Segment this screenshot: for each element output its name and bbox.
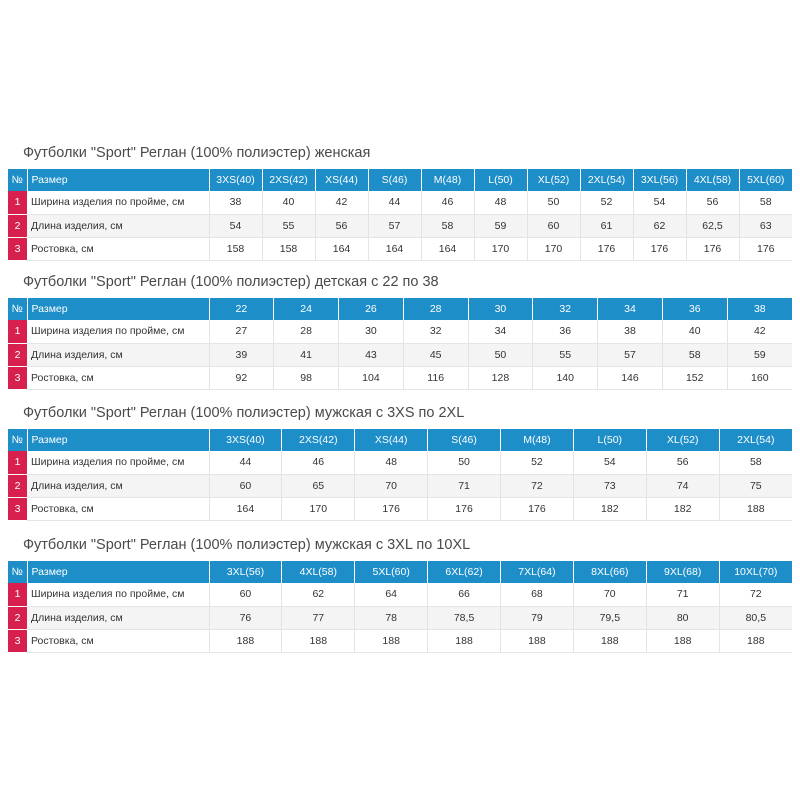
table-cell: 54 (209, 214, 262, 237)
column-header-size-value: 32 (533, 298, 598, 320)
column-header-size-value: 36 (662, 298, 727, 320)
table-cell: 158 (262, 237, 315, 260)
column-header-size: Размер (27, 429, 209, 451)
column-header-size-value: 3XS(40) (209, 429, 282, 451)
column-header-size-value: 34 (598, 298, 663, 320)
table-cell: 160 (727, 366, 792, 389)
table-cell: 79 (501, 606, 574, 629)
table-cell: 79,5 (573, 606, 646, 629)
row-label: Ростовка, см (27, 366, 209, 389)
table-cell: 176 (580, 237, 633, 260)
table-cell: 30 (339, 320, 404, 343)
table-cell: 65 (282, 474, 355, 497)
table-cell: 158 (209, 237, 262, 260)
table-cell: 116 (403, 366, 468, 389)
column-header-size-value: L(50) (474, 169, 527, 191)
table-row (8, 343, 792, 366)
column-header-size-value: XL(52) (527, 169, 580, 191)
size-table (8, 169, 792, 261)
table-cell: 80 (646, 606, 719, 629)
table-cell: 58 (421, 214, 474, 237)
size-table-men-3xl-10xl (8, 535, 792, 653)
row-number-badge: 1 (8, 583, 27, 606)
table-cell: 50 (527, 191, 580, 214)
table-cell: 68 (501, 583, 574, 606)
table-cell: 146 (598, 366, 663, 389)
table-row (8, 474, 792, 497)
table-cell: 54 (633, 191, 686, 214)
table-cell: 63 (739, 214, 792, 237)
table-cell: 42 (727, 320, 792, 343)
table-cell: 188 (501, 629, 574, 652)
row-number-badge: 1 (8, 320, 27, 343)
table-cell: 62,5 (686, 214, 739, 237)
table-cell: 188 (573, 629, 646, 652)
row-label: Длина изделия, см (27, 214, 209, 237)
column-header-size-value: 6XL(62) (428, 561, 501, 583)
table-cell: 52 (501, 451, 574, 474)
row-number-badge: 2 (8, 214, 27, 237)
table-row (8, 629, 792, 652)
table-cell: 54 (573, 451, 646, 474)
table-header-row (8, 561, 792, 583)
table-cell: 32 (403, 320, 468, 343)
column-header-size-value: M(48) (501, 429, 574, 451)
table-cell: 140 (533, 366, 598, 389)
column-header-size-value: XS(44) (355, 429, 428, 451)
table-cell: 60 (209, 474, 282, 497)
row-number-badge: 2 (8, 606, 27, 629)
table-cell: 40 (262, 191, 315, 214)
table-row (8, 606, 792, 629)
table-cell: 182 (573, 497, 646, 520)
table-cell: 170 (474, 237, 527, 260)
table-cell: 152 (662, 366, 727, 389)
table-cell: 80,5 (719, 606, 792, 629)
row-label: Ростовка, см (27, 629, 209, 652)
column-header-size-value: 3XL(56) (209, 561, 282, 583)
table-cell: 64 (355, 583, 428, 606)
column-header-number: № (8, 298, 27, 320)
column-header-size-value: 4XL(58) (686, 169, 739, 191)
table-cell: 44 (209, 451, 282, 474)
table-cell: 176 (428, 497, 501, 520)
column-header-size-value: L(50) (573, 429, 646, 451)
column-header-size-value: 9XL(68) (646, 561, 719, 583)
column-header-size-value: 5XL(60) (739, 169, 792, 191)
size-table (8, 429, 792, 521)
row-label: Длина изделия, см (27, 343, 209, 366)
table-cell: 176 (739, 237, 792, 260)
table-cell: 188 (428, 629, 501, 652)
table-row (8, 497, 792, 520)
table-cell: 48 (474, 191, 527, 214)
size-table-women (8, 143, 792, 261)
table-cell: 27 (209, 320, 274, 343)
column-header-size-value: 10XL(70) (719, 561, 792, 583)
size-table-men-3xs-2xl (8, 403, 792, 521)
column-header-size-value: 2XS(42) (262, 169, 315, 191)
column-header-number: № (8, 169, 27, 191)
table-cell: 176 (633, 237, 686, 260)
table-cell: 34 (468, 320, 533, 343)
table-title: Футболки "Sport" Реглан (100% полиэстер) мужская с 3XL по 10XL (23, 537, 471, 553)
table-cell: 57 (598, 343, 663, 366)
row-label: Ширина изделия по пройме, см (27, 191, 209, 214)
table-cell: 188 (282, 629, 355, 652)
table-cell: 41 (274, 343, 339, 366)
column-header-size-value: 26 (339, 298, 404, 320)
table-cell: 36 (533, 320, 598, 343)
table-cell: 176 (686, 237, 739, 260)
table-cell: 75 (719, 474, 792, 497)
column-header-size-value: XS(44) (315, 169, 368, 191)
column-header-size: Размер (27, 169, 209, 191)
row-label: Ростовка, см (27, 497, 209, 520)
table-cell: 57 (368, 214, 421, 237)
table-cell: 60 (527, 214, 580, 237)
table-cell: 62 (282, 583, 355, 606)
table-cell: 73 (573, 474, 646, 497)
table-cell: 38 (598, 320, 663, 343)
table-cell: 176 (501, 497, 574, 520)
table-cell: 46 (421, 191, 474, 214)
row-label: Длина изделия, см (27, 606, 209, 629)
row-number-badge: 1 (8, 191, 27, 214)
table-title: Футболки "Sport" Реглан (100% полиэстер) мужская с 3XS по 2XL (23, 405, 465, 421)
column-header-size: Размер (27, 561, 209, 583)
table-row (8, 451, 792, 474)
table-cell: 78 (355, 606, 428, 629)
table-cell: 60 (209, 583, 282, 606)
table-cell: 92 (209, 366, 274, 389)
table-row (8, 191, 792, 214)
column-header-size-value: 2XL(54) (719, 429, 792, 451)
table-cell: 104 (339, 366, 404, 389)
table-cell: 38 (209, 191, 262, 214)
table-row (8, 214, 792, 237)
table-cell: 59 (474, 214, 527, 237)
row-number-badge: 2 (8, 474, 27, 497)
table-cell: 48 (355, 451, 428, 474)
table-title: Футболки "Sport" Реглан (100% полиэстер) женская (23, 145, 371, 161)
row-number-badge: 3 (8, 629, 27, 652)
column-header-size-value: 2XL(54) (580, 169, 633, 191)
table-cell: 164 (209, 497, 282, 520)
table-cell: 170 (282, 497, 355, 520)
table-cell: 50 (428, 451, 501, 474)
column-header-size-value: M(48) (421, 169, 474, 191)
size-table (8, 561, 792, 653)
table-cell: 164 (421, 237, 474, 260)
column-header-size-value: 5XL(60) (355, 561, 428, 583)
table-cell: 66 (428, 583, 501, 606)
column-header-size-value: S(46) (428, 429, 501, 451)
row-number-badge: 1 (8, 451, 27, 474)
column-header-size-value: 3XS(40) (209, 169, 262, 191)
column-header-size-value: 8XL(66) (573, 561, 646, 583)
table-cell: 50 (468, 343, 533, 366)
table-cell: 42 (315, 191, 368, 214)
table-header-row (8, 298, 792, 320)
row-label: Ширина изделия по пройме, см (27, 320, 209, 343)
table-cell: 56 (686, 191, 739, 214)
row-label: Длина изделия, см (27, 474, 209, 497)
table-cell: 71 (646, 583, 719, 606)
column-header-size-value: 30 (468, 298, 533, 320)
row-number-badge: 3 (8, 237, 27, 260)
column-header-number: № (8, 561, 27, 583)
table-row (8, 237, 792, 260)
table-cell: 40 (662, 320, 727, 343)
table-cell: 55 (262, 214, 315, 237)
row-label: Ростовка, см (27, 237, 209, 260)
table-cell: 77 (282, 606, 355, 629)
table-cell: 182 (646, 497, 719, 520)
table-header-row (8, 429, 792, 451)
row-label: Ширина изделия по пройме, см (27, 451, 209, 474)
row-number-badge: 2 (8, 343, 27, 366)
column-header-size-value: XL(52) (646, 429, 719, 451)
table-cell: 76 (209, 606, 282, 629)
table-cell: 170 (527, 237, 580, 260)
table-cell: 56 (315, 214, 368, 237)
column-header-size-value: 28 (403, 298, 468, 320)
column-header-size-value: 22 (209, 298, 274, 320)
row-label: Ширина изделия по пройме, см (27, 583, 209, 606)
column-header-size-value: S(46) (368, 169, 421, 191)
table-row (8, 366, 792, 389)
table-cell: 128 (468, 366, 533, 389)
table-cell: 58 (662, 343, 727, 366)
table-cell: 70 (355, 474, 428, 497)
column-header-size-value: 3XL(56) (633, 169, 686, 191)
size-table-kids (8, 272, 792, 390)
table-cell: 61 (580, 214, 633, 237)
table-cell: 52 (580, 191, 633, 214)
table-cell: 188 (719, 629, 792, 652)
table-cell: 71 (428, 474, 501, 497)
table-cell: 74 (646, 474, 719, 497)
column-header-number: № (8, 429, 27, 451)
table-row (8, 583, 792, 606)
column-header-size-value: 2XS(42) (282, 429, 355, 451)
column-header-size-value: 7XL(64) (501, 561, 574, 583)
row-number-badge: 3 (8, 366, 27, 389)
table-cell: 72 (501, 474, 574, 497)
table-title: Футболки "Sport" Реглан (100% полиэстер) детская с 22 по 38 (23, 274, 439, 290)
table-cell: 164 (368, 237, 421, 260)
table-cell: 70 (573, 583, 646, 606)
table-cell: 188 (646, 629, 719, 652)
table-cell: 188 (719, 497, 792, 520)
table-cell: 59 (727, 343, 792, 366)
table-cell: 78,5 (428, 606, 501, 629)
table-cell: 188 (355, 629, 428, 652)
column-header-size-value: 38 (727, 298, 792, 320)
table-cell: 46 (282, 451, 355, 474)
table-row (8, 320, 792, 343)
table-header-row (8, 169, 792, 191)
table-cell: 56 (646, 451, 719, 474)
table-cell: 28 (274, 320, 339, 343)
table-cell: 164 (315, 237, 368, 260)
table-cell: 98 (274, 366, 339, 389)
table-cell: 62 (633, 214, 686, 237)
table-cell: 72 (719, 583, 792, 606)
table-cell: 55 (533, 343, 598, 366)
table-cell: 58 (719, 451, 792, 474)
size-table (8, 298, 792, 390)
column-header-size: Размер (27, 298, 209, 320)
column-header-size-value: 4XL(58) (282, 561, 355, 583)
column-header-size-value: 24 (274, 298, 339, 320)
table-cell: 176 (355, 497, 428, 520)
table-cell: 39 (209, 343, 274, 366)
table-cell: 58 (739, 191, 792, 214)
row-number-badge: 3 (8, 497, 27, 520)
table-cell: 44 (368, 191, 421, 214)
table-cell: 43 (339, 343, 404, 366)
table-cell: 188 (209, 629, 282, 652)
table-cell: 45 (403, 343, 468, 366)
